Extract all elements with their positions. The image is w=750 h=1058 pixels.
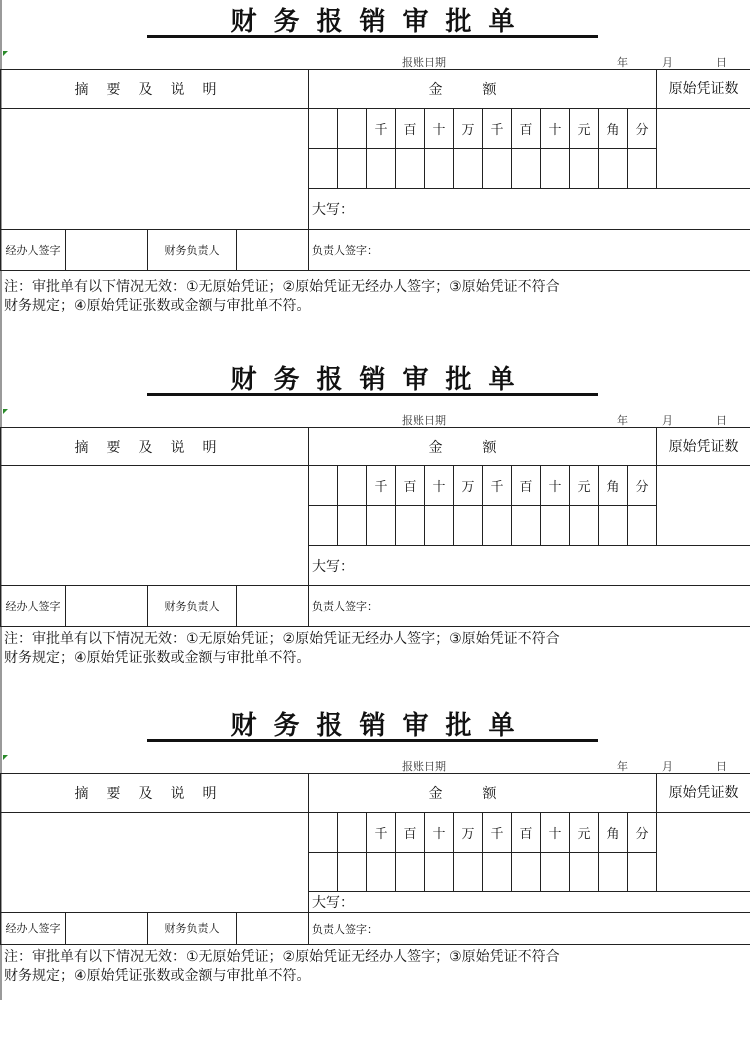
digit-unit-label: 千: [367, 109, 396, 149]
amount-digit-input-cell[interactable]: [309, 506, 338, 546]
cell-comment-marker-icon: [3, 409, 8, 414]
finance-manager-label: 财务负责人: [148, 913, 237, 945]
amount-digit-input-cell[interactable]: [338, 149, 367, 189]
digit-unit-label: [309, 813, 338, 853]
amount-digit-input-cell[interactable]: [425, 506, 454, 546]
approval-table: [0, 773, 750, 945]
note-line-1: 注：审批单有以下情况无效：①无原始凭证；②原始凭证无经办人签字；③原始凭证不符合: [4, 631, 560, 647]
digit-unit-label: 百: [512, 466, 541, 506]
digit-unit-label: [309, 466, 338, 506]
handler-signature-input-cell[interactable]: [66, 913, 148, 945]
amount-digit-input-cell[interactable]: [599, 149, 628, 189]
finance-manager-input-cell[interactable]: [237, 586, 309, 627]
date-label: 报账日期: [402, 414, 446, 427]
digit-unit-label: [338, 109, 367, 149]
digit-unit-label: 十: [541, 109, 570, 149]
day-label: 日: [716, 414, 727, 427]
summary-header: 摘要及说明: [1, 774, 309, 813]
capital-amount-label: 大写：: [312, 202, 354, 218]
year-label: 年: [617, 414, 628, 427]
note-line-2: 财务规定；④原始凭证张数或金额与审批单不符。: [4, 650, 311, 666]
digit-unit-label: 百: [512, 813, 541, 853]
amount-digit-input-cell[interactable]: [512, 149, 541, 189]
amount-digit-input-cell[interactable]: [483, 853, 512, 892]
amount-digit-input-cell[interactable]: [309, 853, 338, 892]
amount-digit-input-cell[interactable]: [309, 149, 338, 189]
note-line-1: 注：审批单有以下情况无效：①无原始凭证；②原始凭证无经办人签字；③原始凭证不符合: [4, 949, 560, 965]
invalidity-note: [4, 278, 744, 316]
handler-signature-label: 经办人签字: [1, 586, 66, 627]
amount-digit-input-cell[interactable]: [425, 853, 454, 892]
digit-unit-label: 十: [541, 813, 570, 853]
amount-digit-input-cell[interactable]: [454, 853, 483, 892]
cell-comment-marker-icon: [3, 755, 8, 760]
capital-amount-cell[interactable]: [309, 189, 750, 230]
amount-digit-input-cell[interactable]: [570, 506, 599, 546]
responsible-signature-label: 负责人签字：: [312, 600, 378, 613]
amount-digit-input-cell[interactable]: [541, 149, 570, 189]
amount-digit-input-cell[interactable]: [483, 506, 512, 546]
amount-digit-input-cell[interactable]: [396, 853, 425, 892]
amount-digit-input-cell[interactable]: [541, 853, 570, 892]
note-line-2: 财务规定；④原始凭证张数或金额与审批单不符。: [4, 298, 311, 314]
amount-digit-input-cell[interactable]: [570, 149, 599, 189]
digit-unit-label: 十: [425, 109, 454, 149]
approval-table: [0, 427, 750, 627]
date-label: 报账日期: [402, 56, 446, 69]
summary-input-cell[interactable]: [1, 813, 309, 913]
responsible-signature-cell[interactable]: [309, 230, 750, 271]
digit-unit-label: 千: [367, 813, 396, 853]
amount-header: 金额: [309, 428, 657, 466]
year-label: 年: [617, 56, 628, 69]
voucher-count-input-cell[interactable]: [657, 109, 750, 189]
finance-manager-input-cell[interactable]: [237, 230, 309, 271]
handler-signature-label: 经办人签字: [1, 913, 66, 945]
digit-unit-label: 千: [483, 466, 512, 506]
month-label: 月: [662, 414, 673, 427]
capital-amount-label: 大写：: [312, 558, 354, 575]
handler-signature-input-cell[interactable]: [66, 230, 148, 271]
voucher-count-header: 原始凭证数: [657, 70, 750, 109]
responsible-signature-label: 负责人签字：: [312, 922, 378, 936]
amount-digit-input-cell[interactable]: [599, 853, 628, 892]
capital-amount-label: 大写：: [312, 895, 354, 911]
amount-digit-input-cell[interactable]: [396, 506, 425, 546]
finance-manager-label: 财务负责人: [148, 586, 237, 627]
note-line-1: 注：审批单有以下情况无效：①无原始凭证；②原始凭证无经办人签字；③原始凭证不符合: [4, 279, 560, 295]
voucher-count-input-cell[interactable]: [657, 466, 750, 546]
digit-unit-label: 角: [599, 109, 628, 149]
note-line-2: 财务规定；④原始凭证张数或金额与审批单不符。: [4, 968, 311, 984]
digit-unit-label: 百: [396, 813, 425, 853]
invalidity-note: [4, 948, 744, 986]
digit-unit-label: 百: [396, 109, 425, 149]
digit-unit-label: 分: [628, 813, 657, 853]
month-label: 月: [662, 760, 673, 773]
handler-signature-input-cell[interactable]: [66, 586, 148, 627]
summary-header: 摘要及说明: [1, 428, 309, 466]
digit-unit-label: [338, 466, 367, 506]
responsible-signature-label: 负责人签字：: [312, 244, 378, 257]
voucher-count-input-cell[interactable]: [657, 813, 750, 892]
amount-digit-input-cell[interactable]: [628, 149, 657, 189]
day-label: 日: [716, 760, 727, 773]
amount-digit-input-cell[interactable]: [367, 149, 396, 189]
amount-digit-input-cell[interactable]: [367, 506, 396, 546]
voucher-count-header: 原始凭证数: [657, 428, 750, 466]
finance-manager-label: 财务负责人: [148, 230, 237, 271]
digit-unit-label: 元: [570, 466, 599, 506]
amount-digit-input-cell[interactable]: [454, 506, 483, 546]
date-label: 报账日期: [402, 760, 446, 773]
digit-unit-label: 千: [483, 109, 512, 149]
finance-manager-input-cell[interactable]: [237, 913, 309, 945]
form-title: 财务报销审批单: [147, 362, 598, 396]
capital-amount-cell[interactable]: [309, 546, 750, 586]
digit-unit-label: 十: [425, 466, 454, 506]
amount-digit-input-cell[interactable]: [512, 506, 541, 546]
summary-header: 摘要及说明: [1, 70, 309, 109]
digit-unit-label: 万: [454, 466, 483, 506]
summary-input-cell[interactable]: [1, 466, 309, 586]
digit-unit-label: 角: [599, 813, 628, 853]
digit-unit-label: 十: [541, 466, 570, 506]
digit-unit-label: 百: [512, 109, 541, 149]
responsible-signature-cell[interactable]: [309, 586, 750, 627]
amount-header: 金额: [309, 774, 657, 813]
digit-unit-label: 万: [454, 109, 483, 149]
amount-digit-input-cell[interactable]: [599, 506, 628, 546]
amount-digit-input-cell[interactable]: [454, 149, 483, 189]
digit-unit-label: 元: [570, 813, 599, 853]
summary-input-cell[interactable]: [1, 109, 309, 230]
handler-signature-label: 经办人签字: [1, 230, 66, 271]
amount-digit-input-cell[interactable]: [367, 853, 396, 892]
form-title: 财务报销审批单: [147, 708, 598, 742]
amount-digit-input-cell[interactable]: [425, 149, 454, 189]
digit-unit-label: 角: [599, 466, 628, 506]
digit-unit-label: 分: [628, 109, 657, 149]
form-title: 财务报销审批单: [147, 4, 598, 38]
digit-unit-label: 百: [396, 466, 425, 506]
digit-unit-label: [309, 109, 338, 149]
year-label: 年: [617, 760, 628, 773]
amount-digit-input-cell[interactable]: [570, 853, 599, 892]
digit-unit-label: [338, 813, 367, 853]
amount-digit-input-cell[interactable]: [628, 506, 657, 546]
amount-digit-input-cell[interactable]: [483, 149, 512, 189]
voucher-count-header: 原始凭证数: [657, 774, 750, 813]
month-label: 月: [662, 56, 673, 69]
capital-amount-cell[interactable]: [309, 892, 750, 913]
responsible-signature-cell[interactable]: [309, 913, 750, 945]
amount-digit-input-cell[interactable]: [541, 506, 570, 546]
digit-unit-label: 千: [483, 813, 512, 853]
amount-digit-input-cell[interactable]: [338, 853, 367, 892]
digit-unit-label: 元: [570, 109, 599, 149]
digit-unit-label: 分: [628, 466, 657, 506]
cell-comment-marker-icon: [3, 51, 8, 56]
amount-digit-input-cell[interactable]: [628, 853, 657, 892]
digit-unit-label: 万: [454, 813, 483, 853]
approval-table: [0, 69, 750, 271]
invalidity-note: [4, 630, 744, 668]
amount-header: 金额: [309, 70, 657, 109]
digit-unit-label: 千: [367, 466, 396, 506]
day-label: 日: [716, 56, 727, 69]
amount-digit-input-cell[interactable]: [512, 853, 541, 892]
digit-unit-label: 十: [425, 813, 454, 853]
amount-digit-input-cell[interactable]: [396, 149, 425, 189]
amount-digit-input-cell[interactable]: [338, 506, 367, 546]
